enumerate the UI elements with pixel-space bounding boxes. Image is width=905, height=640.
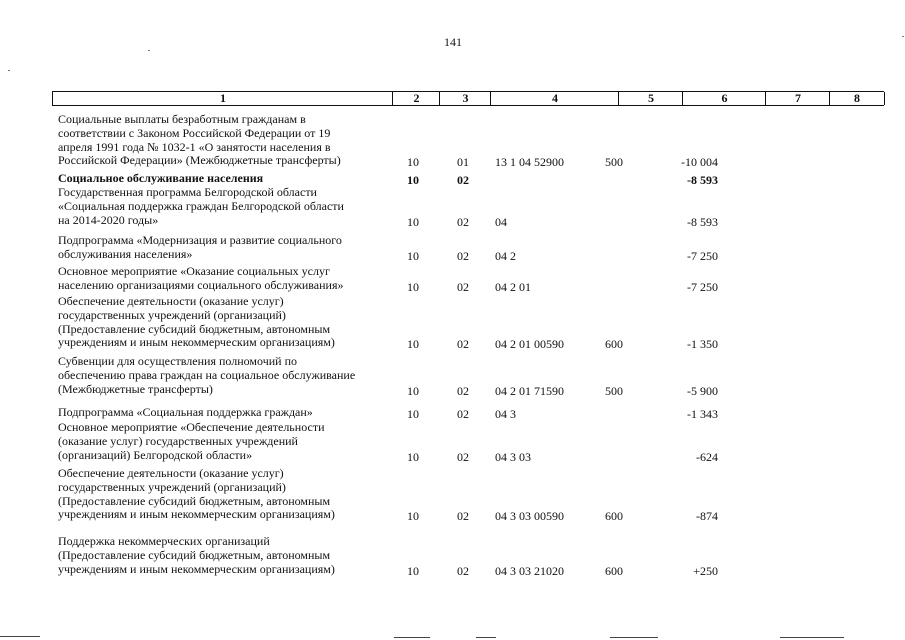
cell-expense-type: 500 <box>605 384 623 398</box>
row-description <box>58 172 384 186</box>
cell-amount: -1 350 <box>687 337 718 351</box>
description-line: соответствии с Законом Российской Федерации от 19 <box>58 125 331 140</box>
column-header-6: 6 <box>682 92 766 105</box>
row-description <box>58 265 384 293</box>
cell-subsection: 02 <box>457 407 469 421</box>
description-line: учреждениям и иным некоммерческим организациям) <box>58 335 335 350</box>
scan-speck <box>148 50 150 51</box>
description-line: (оказание услуг) государственных учреждений <box>58 433 298 448</box>
page-number: 141 <box>444 35 462 49</box>
description-line: Подпрограмма «Социальная поддержка граждан» <box>58 405 313 419</box>
cell-target-article: 13 1 04 52900 <box>495 155 564 169</box>
cell-amount: -5 900 <box>687 384 718 398</box>
description-line: Социальное обслуживание населения <box>58 171 264 185</box>
row-description <box>58 234 384 262</box>
description-line: «Социальная поддержка граждан Белгородской области <box>58 198 344 213</box>
description-line: (Межбюджетные трансферты) <box>58 381 213 396</box>
cell-section: 10 <box>407 509 419 523</box>
description-line: учреждениям и иным некоммерческим организациям) <box>58 561 335 576</box>
description-line: на 2014-2020 годы» <box>58 212 159 227</box>
description-line: (Предоставление субсидий бюджетным, автономным <box>58 321 331 336</box>
row-description <box>58 355 384 396</box>
cell-subsection: 02 <box>457 509 469 523</box>
scan-speck <box>8 70 10 71</box>
column-header-4: 4 <box>490 92 619 105</box>
cell-target-article: 04 3 <box>495 407 516 421</box>
cell-amount: -7 250 <box>687 249 718 263</box>
description-line: населению организациями социального обслуживания» <box>58 277 344 292</box>
row-description <box>58 421 384 462</box>
description-line: (организаций) Белгородской области» <box>58 447 253 462</box>
scan-edge-line <box>394 637 430 638</box>
cell-section: 10 <box>407 280 419 294</box>
cell-section: 10 <box>407 173 419 187</box>
cell-amount: -874 <box>696 509 718 523</box>
scan-edge-line <box>610 637 658 638</box>
cell-section: 10 <box>407 249 419 263</box>
scan-edge-line <box>780 637 844 638</box>
row-description <box>58 113 384 168</box>
cell-subsection: 02 <box>457 337 469 351</box>
description-line: Обеспечение деятельности (оказание услуг) <box>58 294 284 308</box>
description-line: Российской Федерации» (Межбюджетные трансферты) <box>58 153 341 168</box>
cell-target-article: 04 2 <box>495 249 516 263</box>
description-line: Основное мероприятие «Оказание социальных услуг <box>58 264 330 278</box>
description-line: государственных учреждений (организаций) <box>58 479 286 494</box>
cell-target-article: 04 2 01 <box>495 280 531 294</box>
scan-edge-line <box>0 636 40 637</box>
cell-amount: -8 593 <box>687 173 718 187</box>
cell-subsection: 02 <box>457 215 469 229</box>
cell-target-article: 04 3 03 21020 <box>495 564 564 578</box>
cell-amount: +250 <box>693 564 718 578</box>
cell-amount: -10 004 <box>681 155 718 169</box>
cell-subsection: 02 <box>457 384 469 398</box>
scan-edge-line <box>476 637 496 638</box>
description-line: Обеспечение деятельности (оказание услуг) <box>58 466 284 480</box>
column-header-2: 2 <box>392 92 440 105</box>
table-header <box>52 91 884 106</box>
column-header-3: 3 <box>439 92 491 105</box>
description-line: (Предоставление субсидий бюджетным, автономным <box>58 547 331 562</box>
cell-expense-type: 600 <box>605 337 623 351</box>
description-line: Подпрограмма «Модернизация и развитие социального <box>58 233 342 247</box>
description-line: государственных учреждений (организаций) <box>58 307 286 322</box>
description-line: Государственная программа Белгородской области <box>58 185 317 199</box>
cell-amount: -1 343 <box>687 407 718 421</box>
row-description <box>58 535 384 576</box>
cell-amount: -7 250 <box>687 280 718 294</box>
cell-target-article: 04 3 03 <box>495 450 531 464</box>
cell-section: 10 <box>407 155 419 169</box>
cell-expense-type: 600 <box>605 509 623 523</box>
row-description <box>58 406 384 420</box>
description-line: апреля 1991 года № 1032-1 «О занятости населения в <box>58 139 331 154</box>
row-description <box>58 467 384 522</box>
cell-subsection: 02 <box>457 450 469 464</box>
cell-expense-type: 600 <box>605 564 623 578</box>
scan-speck <box>902 36 904 37</box>
description-line: Основное мероприятие «Обеспечение деятельности <box>58 420 325 434</box>
cell-subsection: 02 <box>457 280 469 294</box>
cell-amount: -8 593 <box>687 215 718 229</box>
cell-amount: -624 <box>696 450 718 464</box>
description-line: Поддержка некоммерческих организаций <box>58 534 270 548</box>
cell-target-article: 04 <box>495 215 507 229</box>
cell-expense-type: 500 <box>605 155 623 169</box>
description-line: обслуживания населения» <box>58 246 193 261</box>
cell-section: 10 <box>407 450 419 464</box>
cell-section: 10 <box>407 384 419 398</box>
description-line: Субвенции для осуществления полномочий по <box>58 354 297 368</box>
column-header-8: 8 <box>829 92 885 105</box>
cell-target-article: 04 2 01 71590 <box>495 384 564 398</box>
cell-subsection: 01 <box>457 155 469 169</box>
column-header-7: 7 <box>765 92 830 105</box>
cell-section: 10 <box>407 337 419 351</box>
description-line: Социальные выплаты безработным гражданам в <box>58 112 306 126</box>
column-header-1: 1 <box>52 92 393 105</box>
description-line: (Предоставление субсидий бюджетным, автономным <box>58 493 331 508</box>
row-description <box>58 295 384 350</box>
column-header-5: 5 <box>618 92 683 105</box>
cell-subsection: 02 <box>457 173 469 187</box>
row-description <box>58 186 384 227</box>
cell-subsection: 02 <box>457 564 469 578</box>
description-line: учреждениям и иным некоммерческим организациям) <box>58 507 335 522</box>
cell-section: 10 <box>407 215 419 229</box>
cell-section: 10 <box>407 407 419 421</box>
description-line: обеспечению права граждан на социальное обслуживание <box>58 367 356 382</box>
cell-subsection: 02 <box>457 249 469 263</box>
cell-target-article: 04 3 03 00590 <box>495 509 564 523</box>
cell-target-article: 04 2 01 00590 <box>495 337 564 351</box>
cell-section: 10 <box>407 564 419 578</box>
